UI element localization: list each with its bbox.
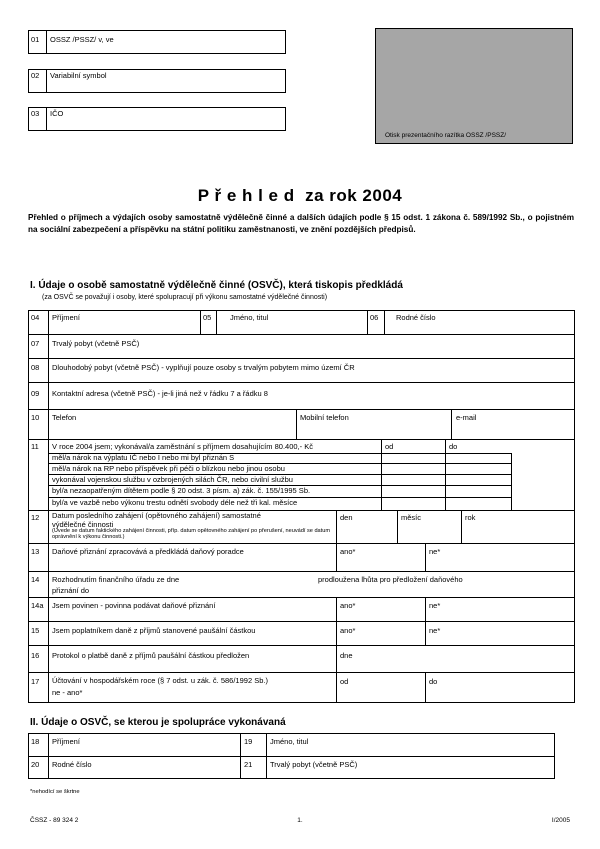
row-16-number: 16 bbox=[31, 651, 40, 660]
row-11-number: 11 bbox=[31, 442, 39, 451]
row-11-line-4: vykonával vojenskou službu v ozbrojených silách ČR, nebo civilní službu bbox=[52, 475, 293, 484]
day-label: den bbox=[340, 513, 353, 522]
field-03-label: IČO bbox=[50, 109, 64, 118]
field-02-number: 02 bbox=[31, 71, 40, 80]
birth-number-label: Rodné číslo bbox=[396, 313, 436, 322]
row-17-from-label: od bbox=[340, 677, 349, 686]
intro-text: Přehled o příjmech a výdajích osoby samostatně výdělečně činné a dalších údajích podle § 15 odst. 1 zákona č. 589/1992 Sb., o pojistném na sociální zabezpečení a příspěvku na státní politiku zaměstnanosti, ve znění pozdějších předpisů. bbox=[28, 213, 574, 234]
start-date-note: (Uvede se datum faktického zahájení činnosti, příp. datum opětovného zahájení po přerušení, neuvádí se datum oprávnění k výkonu činnosti.) bbox=[52, 528, 330, 541]
tax-return-obligation-label: Jsem povinen - povinna podávat daňové přiznání bbox=[52, 601, 216, 610]
partner-address-label: Trvalý pobyt (včetně PSČ) bbox=[270, 760, 358, 769]
row-05-number: 05 bbox=[203, 313, 212, 322]
flat-tax-label: Jsem poplatníkem daně z příjmů stanovené paušální částkou bbox=[52, 626, 256, 635]
row-21-number: 21 bbox=[244, 760, 253, 769]
footer-page-number: 1. bbox=[297, 817, 303, 824]
tax-return-until-label: přiznání do bbox=[52, 586, 90, 595]
start-date-label: Datum posledního zahájení (opětovného zahájení) samostatné výdělečné činnosti bbox=[52, 511, 261, 529]
section-2-heading: II. Údaje o OSVČ, se kterou je spolupráce vykonávaná bbox=[30, 717, 286, 728]
row-19-number: 19 bbox=[244, 737, 253, 746]
tax-advisor-label: Daňové přiznání zpracovává a předkládá daňový poradce bbox=[52, 547, 244, 556]
month-label: měsíc bbox=[401, 513, 422, 522]
row-11-line-3: měl/a nárok na RP nebo příspěvek při péči o blízkou nebo jinou osobu bbox=[52, 464, 285, 473]
fiscal-year-choice[interactable]: ne - ano* bbox=[52, 688, 83, 697]
row-11-line-1: V roce 2004 jsem; vykonával/a zaměstnání s příjmem dosahujícím 80.400,- Kč bbox=[52, 442, 313, 451]
row-16-date-label: dne bbox=[340, 651, 353, 660]
stamp-label: Otisk prezentačního razítka OSSZ /PSSZ/ bbox=[385, 132, 507, 139]
row-11-line-2: měl/a nárok na výplatu IČ nebo I nebo mi byl přiznán S bbox=[52, 453, 235, 462]
row-11-to-label: do bbox=[449, 442, 458, 451]
year-label: rok bbox=[465, 513, 476, 522]
partner-birth-number-label: Rodné číslo bbox=[52, 760, 92, 769]
row-17-number: 17 bbox=[31, 677, 40, 686]
row-09-number: 09 bbox=[31, 389, 40, 398]
row-04-number: 04 bbox=[31, 313, 40, 322]
long-term-stay-label: Dlouhodobý pobyt (včetně PSČ) - vyplňují pouze osoby s trvalým pobytem mimo území ČR bbox=[52, 363, 355, 372]
payment-protocol-label: Protokol o platbě daně z příjmů paušální částkou předložen bbox=[52, 651, 250, 660]
row-15-no[interactable]: ne* bbox=[429, 626, 441, 635]
row-13-number: 13 bbox=[31, 547, 40, 556]
row-17-to-label: do bbox=[429, 677, 438, 686]
field-02-label: Variabilní symbol bbox=[50, 71, 107, 80]
permanent-address-label: Trvalý pobyt (včetně PSČ) bbox=[52, 339, 140, 348]
email-label: e-mail bbox=[456, 413, 477, 422]
surname-label: Příjmení bbox=[52, 313, 80, 322]
row-08-number: 08 bbox=[31, 363, 40, 372]
contact-address-label: Kontaktní adresa (včetně PSČ) - je-li jiná než v řádku 7 a řádku 8 bbox=[52, 389, 268, 398]
row-14a-no[interactable]: ne* bbox=[429, 601, 441, 610]
mobile-label: Mobilní telefon bbox=[300, 413, 349, 422]
row-12-number: 12 bbox=[31, 513, 40, 522]
row-14a-yes[interactable]: ano* bbox=[340, 601, 356, 610]
row-06-number: 06 bbox=[370, 313, 379, 322]
row-14a-number: 14a bbox=[31, 601, 44, 610]
row-18-number: 18 bbox=[31, 737, 40, 746]
row-15-number: 15 bbox=[31, 626, 40, 635]
row-13-no[interactable]: ne* bbox=[429, 547, 441, 556]
field-01-number: 01 bbox=[31, 35, 40, 44]
tax-office-decision-label: Rozhodnutím finančního úřadu ze dne bbox=[52, 575, 180, 584]
row-07-number: 07 bbox=[31, 339, 40, 348]
extended-deadline-label: prodloužena lhůta pro předložení daňového bbox=[318, 575, 463, 584]
stamp-area bbox=[375, 28, 573, 144]
first-name-label: Jméno, titul bbox=[230, 313, 269, 322]
row-20-number: 20 bbox=[31, 760, 40, 769]
section-1-heading: I. Údaje o osobě samostatně výdělečně činné (OSVČ), která tiskopis předkládá bbox=[30, 280, 403, 291]
row-10-number: 10 bbox=[31, 413, 40, 422]
row-11-line-6: byl/a ve vazbě nebo výkonu trestu odnětí svobody déle než tři kal. měsíce bbox=[52, 498, 298, 507]
partner-first-name-label: Jméno, titul bbox=[270, 737, 309, 746]
row-11-line-5: byl/a nezaopatřeným dítětem podle § 20 odst. 3 písm. a) zák. č. 155/1995 Sb. bbox=[52, 486, 311, 495]
footer-edition: I/2005 bbox=[551, 817, 570, 824]
partner-surname-label: Příjmení bbox=[52, 737, 80, 746]
footer-form-code: ČSSZ - 89 324 2 bbox=[30, 817, 79, 824]
row-11-from-label: od bbox=[385, 442, 394, 451]
field-03-box[interactable] bbox=[28, 107, 286, 131]
page-title: P ř e h l e d za rok 2004 bbox=[197, 186, 403, 205]
row-13-yes[interactable]: ano* bbox=[340, 547, 356, 556]
field-01-label: OSSZ /PSSZ/ v, ve bbox=[50, 35, 114, 44]
field-03-number: 03 bbox=[31, 109, 40, 118]
footnote: *nehodící se škrtne bbox=[30, 789, 80, 795]
phone-label: Telefon bbox=[52, 413, 77, 422]
section-1-subheading: (za OSVČ se považují i osoby, které spolupracují při výkonu samostatné výdělečné činnosti) bbox=[42, 294, 328, 301]
row-14-number: 14 bbox=[31, 575, 40, 584]
fiscal-year-label: Účtování v hospodářském roce (§ 7 odst. u zák. č. 586/1992 Sb.) bbox=[52, 676, 268, 685]
row-15-yes[interactable]: ano* bbox=[340, 626, 356, 635]
